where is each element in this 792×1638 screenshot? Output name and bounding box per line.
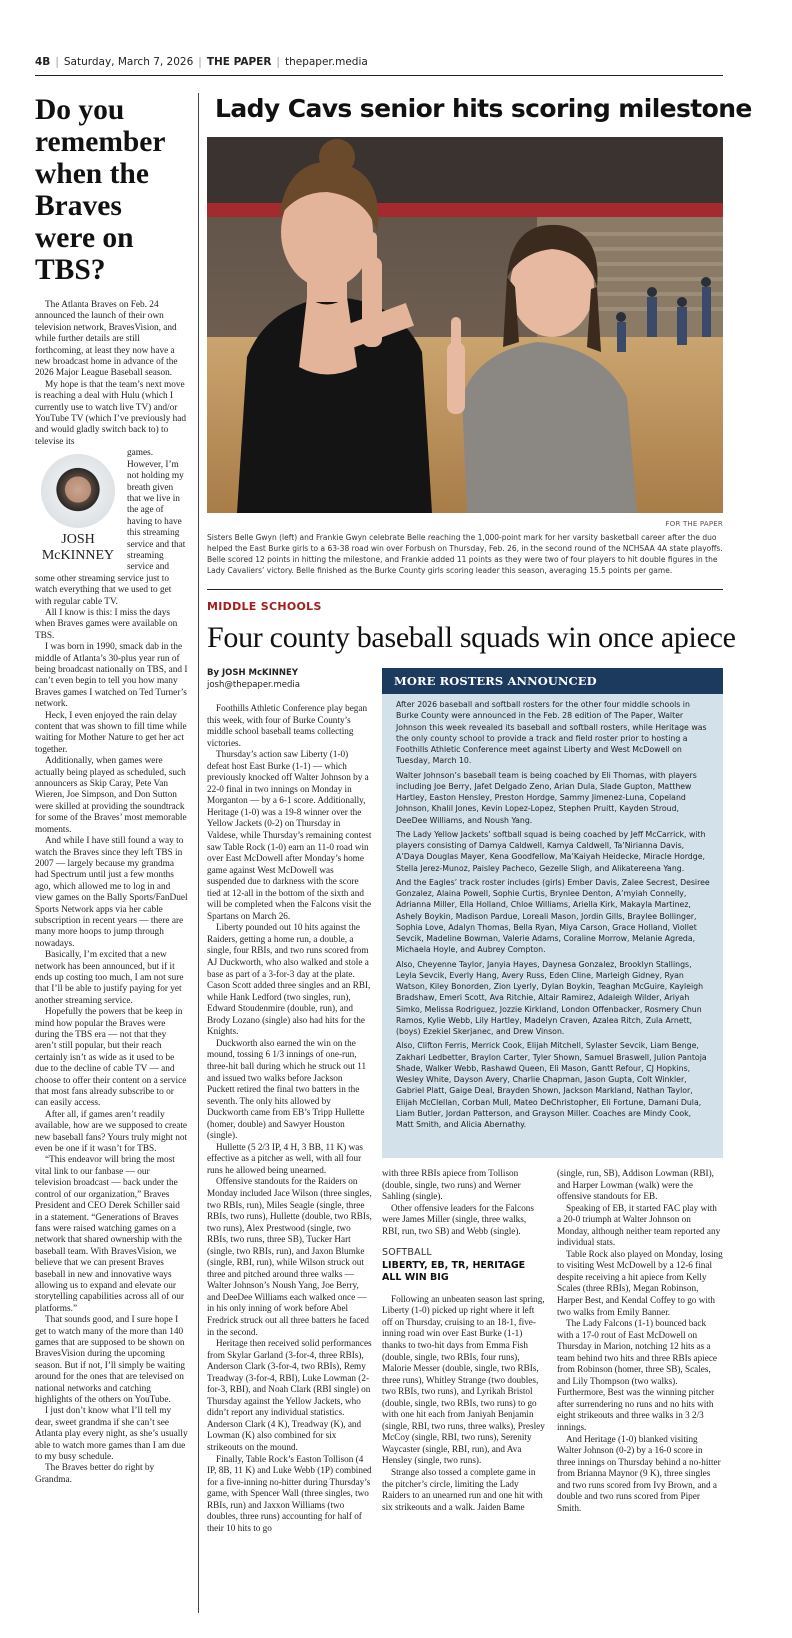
basketball-photo (207, 137, 723, 513)
subsection-headline: LIBERTY, EB, TR, HERITAGE ALL WIN BIG (382, 1259, 526, 1283)
roster-paragraph: Also, Cheyenne Taylor, Janyia Hayes, Daynesa Gonzalez, Brooklyn Stallings, Leyla Sevcik, Everly Hang, Avery Russ, Eden Cline, Marleigh Gidney, Ryan Watson, Kiley Bonorden, Zion Lyerly, Dylan Boykin, Teaghan McGuire, Kayleigh Bradshaw, Emeri Scott, Ava Ritchie, Altair Ramirez, Adaleigh Wilder, Ariyah Simko, Melissa Rodriguez, Jozzie Kirkland, London Offenbacker, Rosmery Chun Ramos, Kylie Webb, Lily Hartley, Madelyn Craven, Azalea Ritch, Zula Arnett, (boys) Ezekiel Skerjanec, and Drew Vinson. (396, 959, 704, 1036)
column-paragraph: “This endeavor will bring the most vital link to our fanbase — our television broadcast — back under the control of our organization,” Braves President and CEO Derek Schiller said in a statement. “Generations of Braves fans were raised watching games on a network that shared ownership with the baseball team. With BravesVision, we believe that we can present Braves baseball in new and innovative ways allowing us to expand and elevate our storytelling capabilities across all of our platforms.” (35, 1155, 184, 1314)
author-first-name: JOSH (61, 532, 95, 548)
issue-date: Saturday, March 7, 2026 (63, 56, 194, 68)
section-kicker: MIDDLE SCHOOLS (207, 600, 322, 613)
column-section (35, 94, 188, 1486)
story-paragraph: The Lady Falcons (1-1) bounced back with a 17-0 rout of East McDowell on Thursday in Marion, notching 12 hits as a team behind two hits and three RBIs apiece from Robinson (homer, three SB), Scales, and Lily Thompson (two walks). Furthermore, Best was the winning pitcher after surrendering no runs and no hits with eight strikeouts and three walks in 3 2/3 innings. (557, 1318, 717, 1433)
column-paragraph: My hope is that the team’s next move is reaching a deal with Hulu (which I currently use to watch live TV) and/or YouTube TV (which I’ve previously had and would gladly switch back to) to televise its (35, 379, 186, 447)
rosters-sidebar-body (382, 694, 723, 1130)
story-paragraph: Duckworth also earned the win on the mound, tossing 6 1/3 innings of one-run, three-hit ball during which he struck out 11 and issued two walks before Jackson Puckett retired the final two batters in the seventh. The only hits allowed by Duckworth came from EB’s Tripp Hullette (homer, double) and Sawyer Houston (single). (207, 1037, 367, 1141)
byline-name: By JOSH McKINNEY (207, 668, 298, 678)
story-paragraph: (single, run, SB), Addison Lowman (RBI), and Harper Lowman (walk) were the offensive standouts for EB. (557, 1168, 714, 1202)
column-paragraph: All I know is this: I miss the days when Braves games were available on TBS. (35, 607, 178, 641)
story-byline (207, 668, 372, 691)
story-paragraph: Hullette (5 2/3 IP, 4 H, 3 BB, 11 K) was effective as a pitcher as well, with all four runs he allowed being unearned. (207, 1141, 363, 1175)
author-last-name: McKINNEY (41, 548, 115, 564)
story-paragraph: Following an unbeaten season last spring, Liberty (1-0) picked up right where it left off on Thursday, cruising to an 18-1, five-inning road win over East Burke (1-1) thanks to two-hit days from Emma Fish (double, single, two RBIs, four runs), Malorie Messer (double, single, two RBIs, three runs), Whitley Strange (two doubles, two RBIs, two runs), and Lyrikah Bristol (double, single, two RBIs, two runs) to go with one hit each from Janiyah Benjamin (single, RBI, two runs, three walks), Presley McCoy (single, RBI, two runs), Serenity Waycaster (single, RBI, run), and Ava Hensley (single, two runs). (382, 1293, 545, 1466)
page-number: 4B (35, 56, 51, 68)
rosters-sidebar (382, 668, 723, 1158)
column-body (35, 300, 188, 1486)
story-column-3 (557, 1168, 723, 1514)
story-headline: Four county baseball squads win once apiece (207, 621, 736, 654)
column-paragraph: Hopefully the powers that be keep in mind how popular the Braves were during the TBS era — not that they aren’t still popular, but their reach certainly isn’t as wide as it used to be due to the decline of cable TV — and choose to offer their content on a service that most fans already subscribe to or can easily access. (35, 1007, 187, 1109)
column-paragraph: I just don’t know what I’ll tell my dear, sweet grandma if she can’t see Atlanta play every night, as she’s usually able to watch more games than I am due to my busy schedule. (35, 1406, 188, 1463)
story-column-2 (382, 1168, 546, 1513)
column-paragraph: The Braves better do right by Grandma. (35, 1463, 155, 1485)
photo-credit: FOR THE PAPER (665, 520, 723, 528)
column-paragraph: Basically, I’m excited that a new network has been announced, but if it ends up costing too much, I am not sure that I’ll be able to justify paying for yet another streaming service. (35, 950, 184, 1006)
photo-caption: Sisters Belle Gwyn (left) and Frankie Gwyn celebrate Belle reaching the 1,000-point mark for her varsity basketball career after the duo helped the East Burke girls to a 63-38 road win over Forbush on Thursday, Feb. 26, in the second round of the NCHSAA 4A state playoffs. Belle scored 12 points in hitting the milestone, and Frankie added 11 points as they were two of four players to hit double figures in the Lady Cavaliers’ victory. Belle finished as the Burke County girls scoring leader this season, averaging 15.5 points per game. (207, 533, 723, 575)
byline-email: josh@thepaper.media (207, 679, 300, 690)
story-column-1 (207, 668, 372, 1534)
story-paragraph: Offensive standouts for the Raiders on Monday included Jace Wilson (three singles, two RBIs, run), Miles Seagle (single, three RBIs, two runs), Hullette (double, two RBIs, two runs), Alex Prestwood (single, two RBIs, two runs, three SB), Tucker Hart (single, two RBIs, run), and Jaxon Blumke (single, RBI, run), while Wilson struck out three and pitched around three walks — Walter Johnson’s Noush Yang, Joe Berry, and DeeDee Williams each walked once — in his only inning of work before Abel Fredrick struck out all three batters he faced in the second. (207, 1176, 372, 1337)
roster-paragraph: Walter Johnson’s baseball team is being coached by Eli Thomas, with players including Joe Berry, Jafet Delgado Zeno, Arian Dula, Slade Gupton, Matthew Hartley, Easton Hensley, Preston Hordge, Sammy Jimenez-Luna, Copeland Johnson, Khalil Jones, Kevin Lopez-Lopez, Stephen Pruitt, Kayden Stroud, DeeDee Williams, and Noush Yang. (396, 770, 697, 825)
photo-headline: Lady Cavs senior hits scoring milestone (215, 94, 752, 123)
roster-paragraph: Also, Clifton Ferris, Merrick Cook, Elijah Mitchell, Sylaster Sevcik, Liam Benge, Zakhari Ledbetter, Braylon Carter, Tyler Shown, Samuel Braswell, Julion Pantoja Shade, Walker Webb, Rashawd Queen, Eli Mason, Gantt Refour, CJ Hopkins, Wesley White, Dayson Avery, Charlie Chapman, Jason Gupta, Colt Winkler, Gabriel Platt, Gaige Deal, Brayden Shown, Jackson Markland, Nathan Taylor, Elijah McClellan, Corban Mull, Mateo DeChristopher, Eli Fortune, Damani Dula, Liam Butler, Jordan Patterson, and Grayson Miller. Coaches are Mindy Cook, Matt Smith, and Alicia Abernathy. (396, 1041, 707, 1129)
page-folio: 4B | Saturday, March 7, 2026 | THE PAPER | thepaper.media (35, 56, 723, 76)
author-mugshot (35, 454, 121, 564)
story-paragraph: Thursday’s action saw Liberty (1-0) defeat host East Burke (1-1) — which previously knocked off Walter Johnson by a 22-0 final in two innings on Monday in Morganton — by a 6-1 score. Additionally, Heritage (1-0) was a 19-8 winner over the Yellow Jackets (0-2) on Thursday in Valdese, while Thursday’s remaining contest saw Table Rock (1-0) earn an 11-0 road win over East McDowell after Monday’s home game against West McDowell was suspended due to darkness with the score tied at 12-all in the bottom of the sixth and will be completed when the Falcons visit the Spartans on March 26. (207, 749, 372, 921)
subsection-kicker: SOFTBALL (382, 1247, 432, 1259)
story-paragraph: Liberty pounded out 10 hits against the Raiders, getting a home run, a double, a single, four RBIs, and two runs scored from AJ Duckworth, who also walked and stole a base as part of a 3-for-3 day at the plate. Cason Scott added three singles and an RBI, while Hank Ledford (two singles, run), Edward Stoudenmire (double, run), and Brody Lozano (single) also had hits for the Knights. (207, 922, 371, 1037)
column-paragraph: The Atlanta Braves on Feb. 24 announced the launch of their own television network, BravesVision, and while further details are still forthcoming, at least they now have a new broadcast home in advance of the 2026 Major League Baseball season. (35, 300, 178, 379)
column-paragraph: Additionally, when games were actually being played as scheduled, such announcers as Skip Caray, Pete Van Wieren, Joe Simpson, and Don Sutton were skilled at providing the soundtrack for some of the Braves’ most memorable moments. (35, 756, 187, 835)
story-paragraph: Finally, Table Rock’s Easton Tollison (4 IP, 8B, 11 K) and Luke Webb (1P) combined for a five-inning no-hitter during Thursday’s game, with Spencer Wall (three singles, two RBIs, run) and Jaxxon Williams (two doubles, three runs) accounting for half of their 10 hits to go (207, 1453, 372, 1533)
story-paragraph: with three RBIs apiece from Tollison (double, single, two runs) and Werner Sahling (single). (382, 1168, 521, 1202)
story-paragraph: Speaking of EB, it started FAC play with a 20-0 triumph at Walter Johnson on Monday, although neither team reported any individual stats. (557, 1202, 721, 1248)
story-paragraph: Table Rock also played on Monday, losing to visiting West McDowell by a 12-6 final despite receiving a hit apiece from Kelly Scales (three RBIs), Megan Robinson, Harper Best, and Kendal Coffey to go with two walks from Emily Banner. (557, 1248, 723, 1317)
column-paragraph: After all, if games aren’t readily available, how are we supposed to create new baseball fans? Yours truly might not even be one if it wasn’t for TBS. (35, 1109, 188, 1155)
story-paragraph: Strange also tossed a complete game in the pitcher’s circle, limiting the Lady Raiders to an unearned run and one hit with six strikeouts and a walk. Jaiden Bame (382, 1467, 543, 1512)
roster-paragraph: After 2026 baseball and softball rosters for the other four middle schools in Burke County were announced in the Feb. 28 edition of The Paper, Walter Johnson this week revealed its baseball and softball rosters, while Heritage was the only county school to provide a track and field roster prior to hosting a Foothills Athletic Conference meet against Liberty and West McDowell on Tuesday, March 10. (396, 700, 707, 766)
column-headline: Do you remember when the Braves were on TBS? (35, 94, 165, 286)
column-paragraph: Heck, I even enjoyed the rain delay content that was shown to fill time while waiting for Mother Nature to get her act together. (35, 710, 187, 755)
story-paragraph: Other offensive leaders for the Falcons were James Miller (single, three walks, RBI, run, two SB) and Webb (single). (382, 1202, 534, 1236)
column-paragraph: games. However, I’m not holding my breath given that we live in the age of having to have this streaming service and that streaming service and some other streaming service just to watch everything that we used to get with regular cable TV. (35, 448, 186, 607)
roster-paragraph: And the Eagles’ track roster includes (girls) Ember Davis, Zalee Secrest, Desiree Gonzalez, Alaina Powell, Sophie Curtis, Brynlee Denton, A’myiah Connelly, Adrianna Miller, Ella Holland, Chloe Williams, Ariella Kirk, Makayla Martinez, Ashely Boykin, Madison Pardue, Loreali Mason, Jordin Gills, Braylee Bollinger, Sophia Love, Adalyn Thomas, Bella Ryan, Miya Carson, Grace Holland, Viollet Sevcik, Madeline Bowman, Valerie Adams, Coraline Morrow, Melanie Agreda, Michaela Hoyle, and Aubrey Compton. (396, 877, 710, 955)
author-photo (41, 454, 115, 528)
paper-site: thepaper.media (284, 56, 368, 68)
column-divider (198, 93, 199, 1613)
rosters-sidebar-title: MORE ROSTERS ANNOUNCED (382, 668, 723, 694)
roster-paragraph: The Lady Yellow Jackets’ softball squad is being coached by Jeff McCarrick, with players consisting of Damya Caldwell, Kamya Caldwell, Ta’Nirianna Davis, A’Daya Douglas Mayer, Kena Goodfellow, Ma’Kaiyah Heidecke, Miracle Hordge, Stella Jerez-Munoz, Paisley Pacheco, Gezelle Sligh, and Alikatereena Yang. (396, 829, 706, 873)
column-paragraph: I was born in 1990, smack dab in the middle of Atlanta’s 30-plus year run of being broadcast nationally on TBS, and I can’t even begin to tell you how many Braves games I watched on Ted Turner’s network. (35, 642, 188, 710)
section-rule (207, 589, 723, 590)
column-paragraph: That sounds good, and I sure hope I get to watch many of the more than 140 games that are supposed to be shown on BravesVision during the upcoming season. But if not, I’ll simply be waiting around for the ones that are televised on national networks and catching highlights of the others on YouTube. (35, 1315, 186, 1405)
story-paragraph: Foothills Athletic Conference play began this week, with four of Burke County’s middle school baseball teams collecting victories. (207, 703, 368, 748)
story-paragraph: And Heritage (1-0) blanked visiting Walter Johnson (0-2) by a 16-0 score in three innings on Thursday behind a no-hitter from Brianna Maynor (9 K), three singles and two runs scored from Ivy Brown, and a double and two runs scored from Piper Smith. (557, 1433, 721, 1513)
column-paragraph: And while I have still found a way to watch the Braves since they left TBS in 2007 — largely because my grandma had Spectrum until just a few months ago, which allowed me to log in and view games on the Bally Sports/FanDuel Sports Network apps via her cable subscription in recent years — there are many more hoops to jump through nowadays. (35, 836, 188, 949)
story-paragraph: Heritage then received solid performances from Skylar Garland (3-for-4, three RBIs), Anderson Clark (3-for-4, two RBIs), Remy Treadway (3-for-4, RBI), Luke Lowman (2-for-3, RBI), and Noah Clark (RBI single) on Thursday against the Yellow Jackets, who didn’t report any individual statistics. Anderson Clark (4 K), Treadway (K), and Lowman (K) also combined for six strikeouts on the mound. (207, 1338, 372, 1452)
photo-illustration (207, 137, 723, 513)
paper-name: THE PAPER (206, 56, 272, 68)
